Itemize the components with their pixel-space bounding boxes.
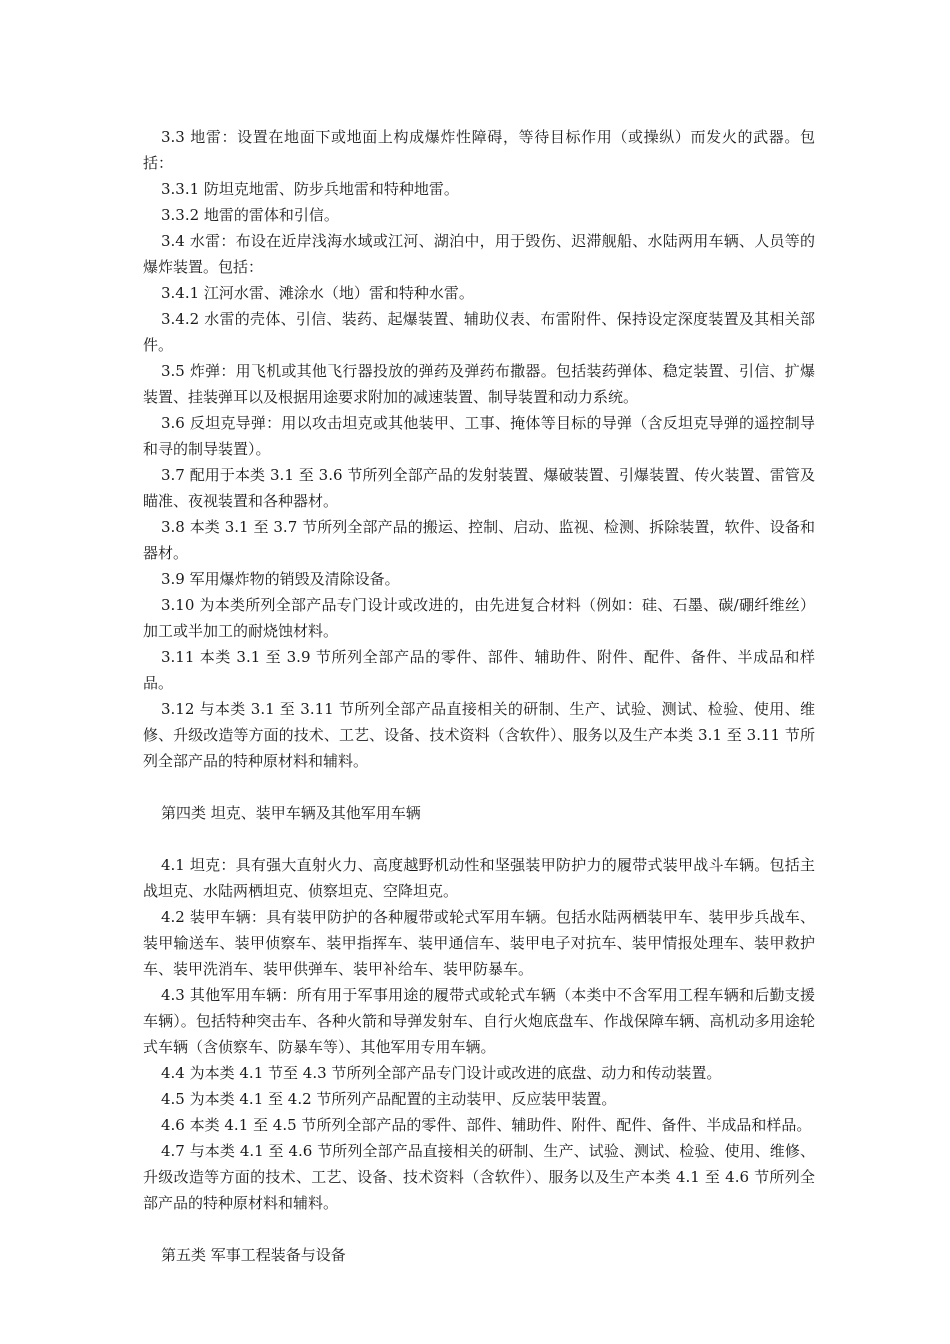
section-heading-4: 第四类 坦克、装甲车辆及其他军用车辆 bbox=[161, 804, 421, 822]
paragraph-4-7: 4.7 与本类 4.1 至 4.6 节所列全部产品直接相关的研制、生产、试验、测试、检验、使用、维修、升级改造等方面的技术、工艺、设备、技术资料（含软件）、服务以及生产本类 4.1 至 4.6 节所列全部产品的特种原材料和辅料。 bbox=[143, 1142, 815, 1212]
paragraph-3-3-1: 3.3.1 防坦克地雷、防步兵地雷和特种地雷。 bbox=[161, 180, 459, 198]
paragraph-4-6: 4.6 本类 4.1 至 4.5 节所列全部产品的零件、部件、辅助件、附件、配件、备件、半成品和样品。 bbox=[161, 1116, 812, 1134]
paragraph-3-12: 3.12 与本类 3.1 至 3.11 节所列全部产品直接相关的研制、生产、试验、测试、检验、使用、维修、升级改造等方面的技术、工艺、设备、技术资料（含软件）、服务以及生产本类 3.1 至 3.11 节所列全部产品的特种原材料和辅料。 bbox=[143, 700, 815, 770]
paragraph-3-7: 3.7 配用于本类 3.1 至 3.6 节所列全部产品的发射装置、爆破装置、引爆装置、传火装置、雷管及瞄准、夜视装置和各种器材。 bbox=[143, 466, 815, 510]
paragraph-3-8: 3.8 本类 3.1 至 3.7 节所列全部产品的搬运、控制、启动、监视、检测、拆除装置，软件、设备和器材。 bbox=[143, 518, 815, 562]
paragraph-4-2: 4.2 装甲车辆：具有装甲防护的各种履带或轮式军用车辆。包括水陆两栖装甲车、装甲步兵战车、装甲输送车、装甲侦察车、装甲指挥车、装甲通信车、装甲电子对抗车、装甲情报处理车、装甲救护车、装甲洗消车、装甲供弹车、装甲补给车、装甲防暴车。 bbox=[143, 908, 815, 978]
paragraph-4-4: 4.4 为本类 4.1 节至 4.3 节所列全部产品专门设计或改进的底盘、动力和传动装置。 bbox=[161, 1064, 722, 1082]
paragraph-4-3: 4.3 其他军用车辆：所有用于军事用途的履带式或轮式车辆（本类中不含军用工程车辆和后勤支援车辆）。包括特种突击车、各种火箭和导弹发射车、自行火炮底盘车、作战保障车辆、高机动多用途轮式车辆（含侦察车、防暴车等）、其他军用专用车辆。 bbox=[143, 986, 815, 1056]
paragraph-3-4-1: 3.4.1 江河水雷、滩涂水（地）雷和特种水雷。 bbox=[161, 284, 474, 302]
document-body bbox=[143, 124, 815, 1268]
paragraph-3-4-2: 3.4.2 水雷的壳体、引信、装药、起爆装置、辅助仪表、布雷附件、保持设定深度装置及其相关部件。 bbox=[143, 310, 815, 354]
paragraph-4-5: 4.5 为本类 4.1 至 4.2 节所列产品配置的主动装甲、反应装甲装置。 bbox=[161, 1090, 617, 1108]
paragraph-3-9: 3.9 军用爆炸物的销毁及清除设备。 bbox=[161, 570, 400, 588]
paragraph-3-5: 3.5 炸弹：用飞机或其他飞行器投放的弹药及弹药布撒器。包括装药弹体、稳定装置、引信、扩爆装置、挂装弹耳以及根据用途要求附加的减速装置、制导装置和动力系统。 bbox=[143, 362, 815, 406]
paragraph-3-10: 3.10 为本类所列全部产品专门设计或改进的，由先进复合材料（例如：硅、石墨、碳/硼纤维丝）加工或半加工的耐烧蚀材料。 bbox=[143, 596, 815, 640]
paragraph-3-4: 3.4 水雷：布设在近岸浅海水域或江河、湖泊中，用于毁伤、迟滞舰船、水陆两用车辆、人员等的爆炸装置。包括： bbox=[143, 232, 815, 276]
paragraph-4-1: 4.1 坦克：具有强大直射火力、高度越野机动性和坚强装甲防护力的履带式装甲战斗车辆。包括主战坦克、水陆两栖坦克、侦察坦克、空降坦克。 bbox=[143, 856, 815, 900]
paragraph-3-3: 3.3 地雷：设置在地面下或地面上构成爆炸性障碍，等待目标作用（或操纵）而发火的武器。包括： bbox=[143, 128, 815, 172]
paragraph-3-11: 3.11 本类 3.1 至 3.9 节所列全部产品的零件、部件、辅助件、附件、配件、备件、半成品和样品。 bbox=[143, 648, 815, 692]
paragraph-3-3-2: 3.3.2 地雷的雷体和引信。 bbox=[161, 206, 339, 224]
paragraph-3-6: 3.6 反坦克导弹：用以攻击坦克或其他装甲、工事、掩体等目标的导弹（含反坦克导弹的遥控制导和寻的制导装置）。 bbox=[143, 414, 815, 458]
section-heading-5: 第五类 军事工程装备与设备 bbox=[161, 1246, 346, 1264]
